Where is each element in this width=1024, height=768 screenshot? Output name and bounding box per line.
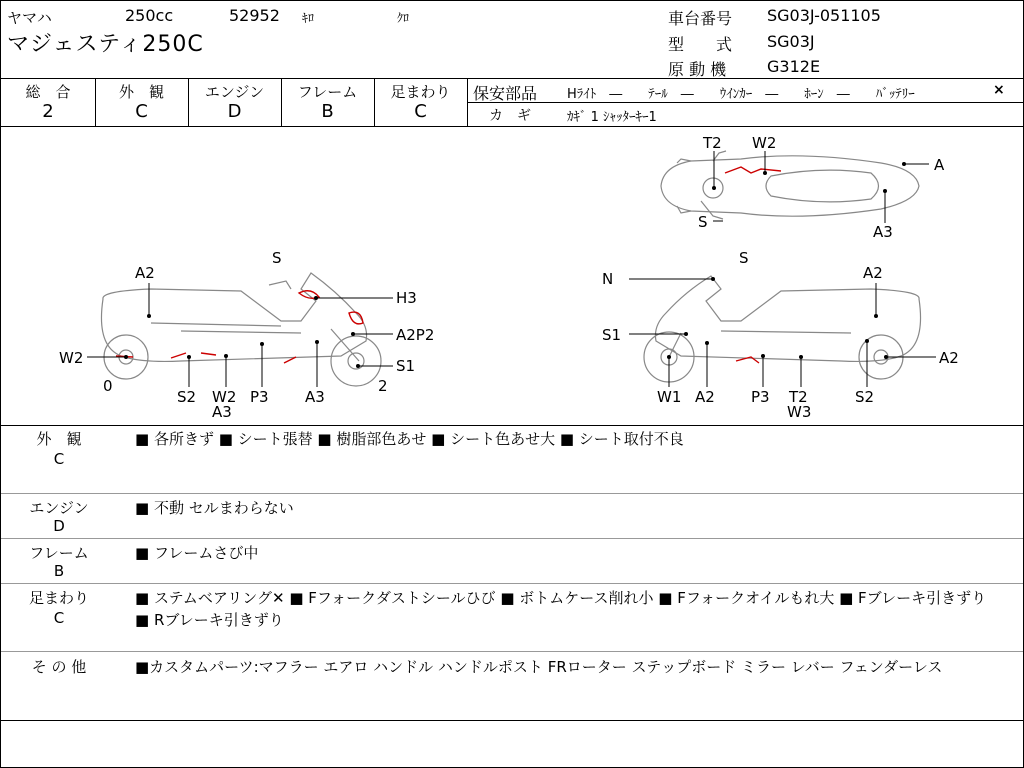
note-grade: B bbox=[53, 562, 65, 580]
right-label: T2 bbox=[789, 388, 808, 406]
left-label: A2 bbox=[135, 264, 155, 282]
damage-mark bbox=[725, 167, 781, 173]
left-label: 2 bbox=[378, 377, 388, 395]
type-value: SG03J bbox=[767, 32, 815, 51]
safety-label: 保安部品 bbox=[473, 84, 538, 103]
right-label: S2 bbox=[855, 388, 875, 406]
note-text: ■ フレームさび中 bbox=[135, 544, 259, 562]
divider bbox=[1, 720, 1023, 721]
divider bbox=[1, 425, 1023, 426]
grade-overall-label: 総 合 bbox=[25, 83, 71, 101]
leader-dots bbox=[124, 162, 906, 368]
leader-lines bbox=[87, 151, 936, 387]
note-category: 外 観 bbox=[36, 430, 82, 448]
divider bbox=[1, 538, 1023, 539]
note-category: フレーム bbox=[29, 544, 89, 562]
note-grade: D bbox=[53, 517, 65, 535]
divider bbox=[1, 651, 1023, 652]
note-grade: C bbox=[53, 450, 65, 468]
scooter-right-view bbox=[644, 276, 921, 382]
model-name: マジェスティ250C bbox=[7, 32, 204, 57]
right-label: P3 bbox=[751, 388, 770, 406]
note-text: ■ ステムベアリング✕ ■ Fフォークダストシールひび ■ ボトムケース削れ小 ■ Fフォークオイルもれ大 ■ Fブレーキ引きずり ■ Rブレーキ引きずり bbox=[135, 589, 987, 629]
engine-value: G312E bbox=[767, 57, 821, 76]
type-label: 型 式 bbox=[668, 35, 733, 54]
top-label: W2 bbox=[752, 134, 777, 152]
divider bbox=[1, 493, 1023, 494]
grade-overall-value: 2 bbox=[42, 101, 54, 122]
left-label: S1 bbox=[396, 357, 416, 375]
note-category: エンジン bbox=[29, 499, 89, 517]
grade-engine-label: エンジン bbox=[204, 83, 265, 101]
frame-no: SG03J-051105 bbox=[767, 6, 881, 25]
frame-no-label: 車台番号 bbox=[668, 9, 733, 28]
scooter-top-view bbox=[661, 151, 919, 219]
note-text: ■ 不動 セルまわらない bbox=[135, 499, 294, 517]
right-label: A2 bbox=[863, 264, 883, 282]
note-text: ■ 各所きず ■ シート張替 ■ 樹脂部色あせ ■ シート色あせ大 ■ シート取付不良 bbox=[135, 430, 684, 448]
left-label: W2 bbox=[212, 388, 237, 406]
right-label: A2 bbox=[939, 349, 959, 367]
left-label: S bbox=[272, 249, 282, 267]
key-label: カ ギ bbox=[489, 108, 531, 124]
note-text: ■カスタムパーツ:マフラー エアロ ハンドル ハンドルポスト FRローター ステップボード ミラー レバー フェンダーレス bbox=[135, 658, 943, 676]
left-label: S2 bbox=[177, 388, 197, 406]
grade-suspension-value: C bbox=[414, 101, 427, 122]
grade-suspension-label: 足まわり bbox=[390, 83, 451, 101]
note-grade: C bbox=[53, 609, 65, 627]
left-label: 0 bbox=[103, 377, 113, 395]
grade-frame-label: フレーム bbox=[297, 83, 358, 101]
damage-diagram bbox=[1, 127, 1023, 425]
color: ｸﾛ bbox=[397, 11, 410, 25]
displacement: 250cc bbox=[125, 6, 174, 25]
left-label: A3 bbox=[305, 388, 325, 406]
grade-engine-value: D bbox=[227, 101, 242, 122]
note-category: 足まわり bbox=[28, 589, 89, 607]
right-label: W3 bbox=[787, 403, 812, 421]
right-label: N bbox=[602, 270, 614, 288]
right-label: S bbox=[739, 249, 749, 267]
left-label: A2P2 bbox=[396, 326, 435, 344]
mileage: 52952 bbox=[229, 6, 280, 25]
maker: ヤマハ bbox=[7, 9, 52, 27]
scooter-left-view bbox=[101, 273, 381, 386]
left-label: H3 bbox=[396, 289, 417, 307]
left-label: A3 bbox=[212, 403, 232, 421]
divider bbox=[467, 102, 1023, 103]
engine-label: 原 動 機 bbox=[668, 60, 727, 79]
top-label: A bbox=[934, 156, 945, 174]
right-label: A2 bbox=[695, 388, 715, 406]
left-label: W2 bbox=[59, 349, 84, 367]
right-label: S1 bbox=[602, 326, 622, 344]
grade-exterior-value: C bbox=[135, 101, 148, 122]
safety-items: Hﾗｲﾄ ― ﾃｰﾙ ― ｳｲﾝｶｰ ― ﾎｰﾝ ― ﾊﾞｯﾃﾘｰ bbox=[567, 87, 915, 102]
key-value: ｶｷﾞ 1 ｼｬｯﾀｰｷｰ1 bbox=[567, 110, 657, 125]
divider bbox=[1, 78, 1023, 79]
top-label: S bbox=[698, 213, 708, 231]
battery-mark: × bbox=[993, 82, 1005, 98]
left-label: P3 bbox=[250, 388, 269, 406]
top-label: T2 bbox=[703, 134, 722, 152]
grade-exterior-label: 外 観 bbox=[118, 83, 164, 101]
divider bbox=[1, 583, 1023, 584]
mileage-unit: ｷﾛ bbox=[302, 11, 315, 25]
right-label: W1 bbox=[657, 388, 682, 406]
note-category: そ の 他 bbox=[31, 658, 87, 676]
top-label: A3 bbox=[873, 223, 893, 241]
grade-frame-value: B bbox=[321, 101, 334, 122]
